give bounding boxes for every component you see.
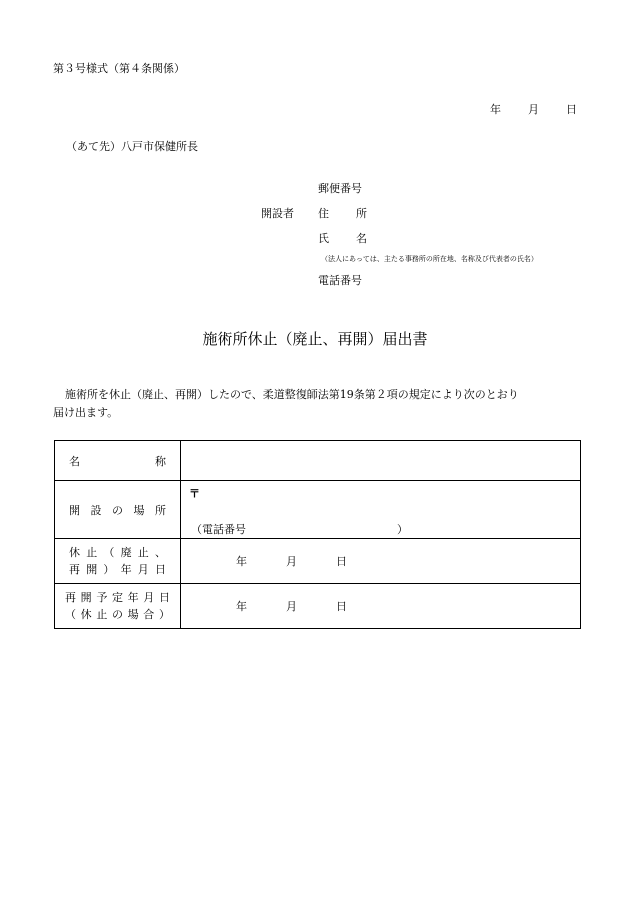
applicant-role: 開設者 bbox=[261, 207, 294, 220]
value-location[interactable] bbox=[181, 481, 581, 539]
label-char: の bbox=[111, 608, 123, 621]
label-location bbox=[55, 481, 181, 539]
addressee: （あて先）八戸市保健所長 bbox=[66, 140, 198, 153]
location-phone-open: （電話番号 bbox=[191, 523, 246, 536]
address-label-2: 所 bbox=[356, 207, 367, 220]
label-char: 定 bbox=[111, 591, 123, 604]
label-char: ） bbox=[103, 563, 115, 576]
label-char: ） bbox=[158, 608, 170, 621]
label-location-char: 開 bbox=[69, 503, 80, 517]
label-char: （ bbox=[103, 546, 115, 559]
body-paragraph bbox=[53, 386, 583, 422]
label-char: 休 bbox=[80, 608, 92, 621]
label-char: 休 bbox=[69, 546, 80, 559]
label-char: 月 bbox=[143, 591, 155, 604]
label-char: 場 bbox=[127, 608, 139, 621]
resume-date-month: 月 bbox=[286, 600, 297, 613]
label-char: 再 bbox=[65, 591, 76, 604]
suspend-date-year: 年 bbox=[236, 555, 247, 568]
postal-mark: 〒 bbox=[189, 487, 200, 500]
page-title: 施術所休止（廃止、再開）届出書 bbox=[202, 330, 428, 348]
label-char: 年 bbox=[120, 563, 132, 576]
value-name[interactable] bbox=[181, 441, 581, 481]
label-char: 廃 bbox=[120, 546, 132, 559]
label-location-char: 場 bbox=[133, 503, 145, 517]
suspend-date-day: 日 bbox=[336, 555, 347, 568]
value-suspend-date[interactable] bbox=[181, 539, 581, 584]
label-char: 開 bbox=[80, 591, 92, 604]
phone-label: 電話番号 bbox=[318, 274, 362, 287]
date-year: 年 bbox=[490, 103, 501, 116]
label-char: 止 bbox=[86, 546, 98, 559]
label-char: 開 bbox=[86, 563, 98, 576]
row-resume-date bbox=[55, 584, 581, 629]
row-location bbox=[55, 481, 581, 539]
label-suspend-date bbox=[55, 539, 181, 584]
name-label-2: 名 bbox=[356, 232, 367, 245]
label-name-char: 称 bbox=[155, 454, 166, 468]
label-char: 合 bbox=[143, 608, 155, 621]
notification-table bbox=[54, 440, 581, 629]
resume-date-day: 日 bbox=[336, 600, 347, 613]
label-char: 予 bbox=[96, 591, 108, 604]
label-resume-date bbox=[55, 584, 181, 629]
corp-note: （法人にあっては、主たる事務所の所在地、名称及び代表者の氏名） bbox=[321, 255, 538, 263]
label-location-char: 所 bbox=[155, 503, 166, 517]
body-line-2: 届け出ます。 bbox=[53, 406, 119, 419]
label-char: 月 bbox=[137, 563, 149, 576]
label-char: 年 bbox=[127, 591, 139, 604]
label-name bbox=[55, 441, 181, 481]
label-char: 止 bbox=[137, 546, 149, 559]
label-location-char: の bbox=[112, 503, 123, 517]
resume-date-year: 年 bbox=[236, 600, 247, 613]
row-suspend-date bbox=[55, 539, 581, 584]
row-name bbox=[55, 441, 581, 481]
form-number: 第３号様式（第４条関係） bbox=[53, 62, 185, 75]
label-char: 、 bbox=[154, 546, 166, 559]
value-resume-date[interactable] bbox=[181, 584, 581, 629]
label-char: 日 bbox=[154, 563, 166, 576]
label-name-char: 名 bbox=[69, 454, 80, 468]
address-label-1: 住 bbox=[318, 207, 329, 220]
suspend-date-month: 月 bbox=[286, 555, 297, 568]
label-char: 再 bbox=[69, 563, 80, 576]
postal-label: 郵便番号 bbox=[318, 182, 362, 195]
label-char: 日 bbox=[158, 591, 170, 604]
date-day: 日 bbox=[566, 103, 577, 116]
label-char: （ bbox=[65, 608, 76, 621]
date-month: 月 bbox=[528, 103, 539, 116]
name-label-1: 氏 bbox=[318, 232, 329, 245]
location-phone-close: ） bbox=[397, 523, 408, 536]
label-location-char: 設 bbox=[90, 503, 102, 517]
body-line-1: 施術所を休止（廃止、再開）したので、柔道整復師法第19条第２項の規定により次のとおり bbox=[65, 388, 519, 401]
label-char: 止 bbox=[96, 608, 108, 621]
